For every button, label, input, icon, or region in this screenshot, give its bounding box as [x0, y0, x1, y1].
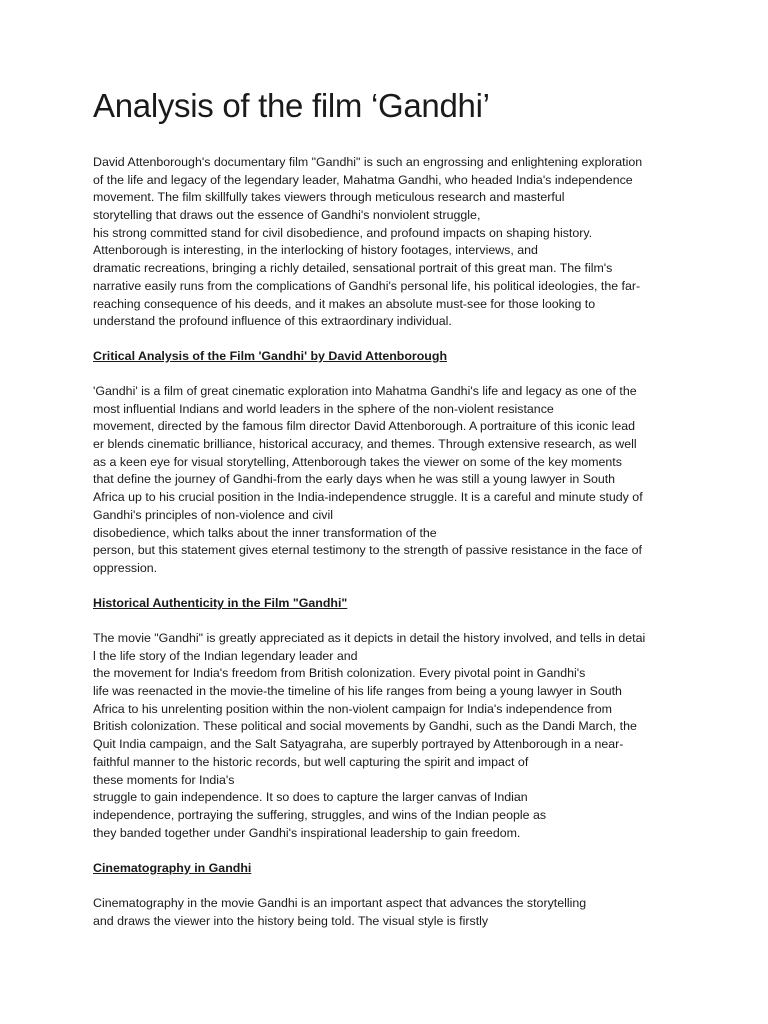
intro-line: movement. The film skillfully takes viewers through meticulous research and masterful — [93, 190, 565, 205]
paragraph-line: Quit India campaign, and the Salt Satyagraha, are superbly portrayed by Attenborough in a near- — [93, 737, 624, 752]
paragraph-line: person, but this statement gives eternal testimony to the strength of passive resistance in the face of — [93, 543, 642, 558]
paragraph-line: Africa to his unrelenting position within the non-violent campaign for India's independence from — [93, 701, 612, 716]
paragraph-line: independence, portraying the suffering, struggles, and wins of the Indian people as — [93, 807, 547, 822]
paragraph-line: life was reenacted in the movie-the timeline of his life ranges from being a young lawyer in South — [93, 684, 622, 699]
intro-line: David Attenborough's documentary film "Gandhi" is such an engrossing and enlightening exploration — [93, 155, 643, 169]
section-heading-critical-analysis: Critical Analysis of the Film 'Gandhi' by David Attenborough — [93, 349, 448, 363]
paragraph-line: Cinematography in the movie Gandhi is an important aspect that advances the storytelling — [93, 896, 587, 910]
paragraph-line: and draws the viewer into the history being told. The visual style is firstly — [93, 913, 489, 928]
paragraph-line: these moments for India's — [93, 772, 235, 787]
paragraph-line: as a keen eye for visual storytelling, Attenborough takes the viewer on some of the key moments — [93, 454, 622, 469]
intro-line: storytelling that draws out the essence of Gandhi's nonviolent struggle, — [93, 208, 481, 223]
intro-line: his strong committed stand for civil disobedience, and profound impacts on shaping history. — [93, 225, 593, 240]
paragraph-line: er blends cinematic brilliance, historical accuracy, and themes. Through extensive research, as well — [93, 437, 637, 452]
paragraph-line: Gandhi's principles of non-violence and civil — [93, 507, 333, 522]
paragraph-line: oppression. — [93, 560, 158, 575]
paragraph-line: British colonization. These political and social movements by Gandhi, such as the Dandi March, the — [93, 719, 637, 734]
paragraph-line: most influential Indians and world leaders in the sphere of the non-violent resistance — [93, 401, 554, 416]
document-title: Analysis of the film ‘Gandhi’ — [93, 87, 490, 124]
intro-paragraph — [93, 154, 693, 331]
intro-line: reaching consequence of his deeds, and it makes an absolute must-see for those looking to — [93, 296, 596, 311]
section-paragraph-cinematography — [93, 895, 693, 930]
paragraph-line: disobedience, which talks about the inner transformation of the — [93, 525, 437, 540]
paragraph-line: The movie "Gandhi" is greatly appreciated as it depicts in detail the history involved, and tells in detai — [93, 631, 646, 645]
paragraph-line: movement, directed by the famous film director David Attenborough. A portraiture of this iconic lead — [93, 419, 636, 434]
intro-line: of the life and legacy of the legendary leader, Mahatma Gandhi, who headed India's independence — [93, 172, 633, 187]
section-heading-cinematography: Cinematography in Gandhi — [93, 861, 252, 875]
intro-line: understand the profound influence of this extraordinary individual. — [93, 314, 452, 329]
paragraph-line: faithful manner to the historic records, but well capturing the spirit and impact of — [93, 754, 529, 769]
section-heading-historical-authenticity: Historical Authenticity in the Film "Gandhi" — [93, 596, 348, 610]
section-paragraph-critical-analysis — [93, 383, 693, 578]
paragraph-line: the movement for India's freedom from British colonization. Every pivotal point in Gandhi's — [93, 666, 586, 681]
paragraph-line: l the life story of the Indian legendary leader and — [93, 648, 358, 663]
paragraph-line: Africa up to his crucial position in the India-independence struggle. It is a careful and minute study of — [93, 490, 643, 505]
intro-line: dramatic recreations, bringing a richly detailed, sensational portrait of this great man. The film's — [93, 261, 613, 276]
paragraph-line: they banded together under Gandhi's inspirational leadership to gain freedom. — [93, 825, 521, 840]
paragraph-line: that define the journey of Gandhi-from the early days when he was still a young lawyer in South — [93, 472, 616, 487]
paragraph-line: 'Gandhi' is a film of great cinematic exploration into Mahatma Gandhi's life and legacy as one of the — [93, 384, 637, 398]
intro-line: narrative easily runs from the complications of Gandhi's personal life, his political ideologies, the far- — [93, 278, 641, 293]
intro-line: Attenborough is interesting, in the interlocking of history footages, interviews, and — [93, 243, 538, 258]
paragraph-line: struggle to gain independence. It so does to capture the larger canvas of Indian — [93, 790, 528, 805]
section-paragraph-historical-authenticity — [93, 630, 693, 842]
